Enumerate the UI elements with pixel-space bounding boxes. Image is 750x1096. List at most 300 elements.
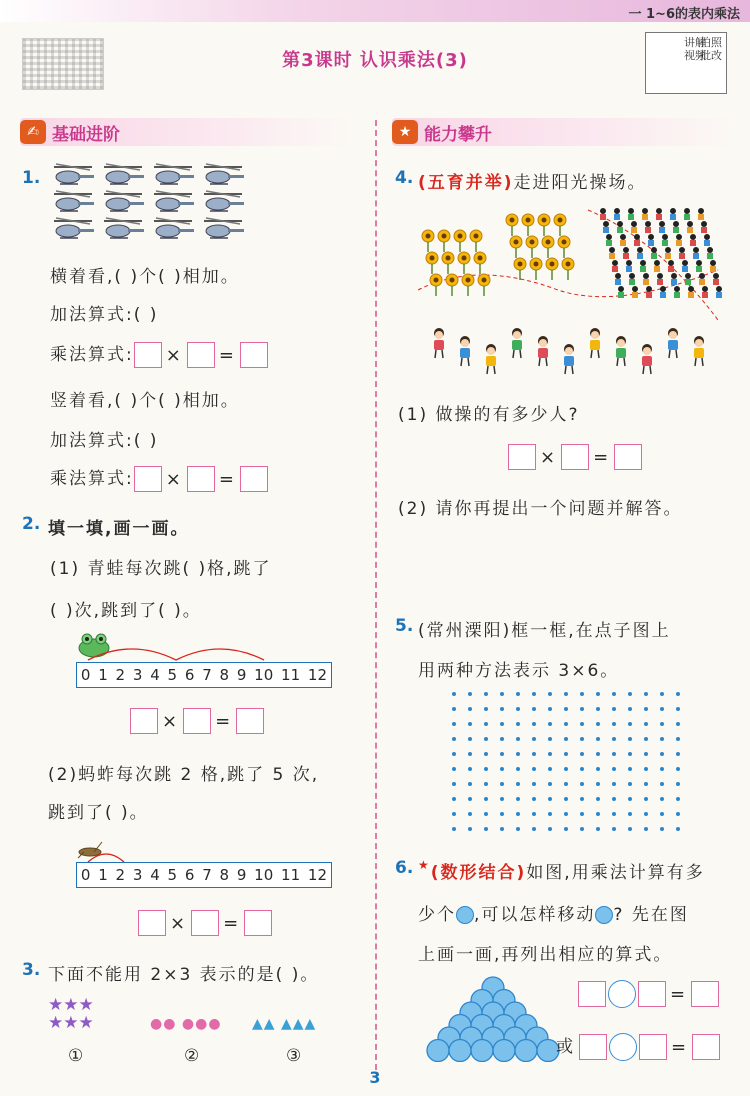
option3-triangles: ▲▲ ▲▲▲	[252, 1016, 317, 1032]
grid-dot	[644, 737, 648, 741]
answer-box[interactable]	[236, 708, 264, 734]
grid-dot	[484, 707, 488, 711]
grid-dot	[612, 752, 616, 756]
grid-dot	[484, 812, 488, 816]
pyramid-circle[interactable]	[427, 1040, 449, 1062]
person-icon	[687, 221, 693, 233]
answer-box[interactable]	[183, 708, 211, 734]
sunflower-icon	[474, 252, 486, 274]
helicopter-icon	[104, 218, 144, 238]
grid-dot	[676, 767, 680, 771]
person-icon	[656, 208, 662, 220]
grid-dot	[516, 812, 520, 816]
tick-label: 3	[132, 866, 143, 884]
answer-box[interactable]	[187, 466, 215, 492]
grid-dot	[516, 722, 520, 726]
grid-dot	[580, 752, 584, 756]
person-icon	[704, 234, 710, 246]
grid-dot	[628, 752, 632, 756]
grid-dot	[580, 737, 584, 741]
grid-dot	[484, 827, 488, 831]
sunflower-icon	[546, 258, 558, 280]
grid-dot	[628, 797, 632, 801]
operator-circle[interactable]	[608, 980, 636, 1008]
person-icon	[685, 273, 691, 285]
answer-box[interactable]	[561, 444, 589, 470]
answer-box[interactable]	[638, 981, 666, 1007]
q6-line2	[418, 900, 689, 925]
tick-label: 0	[80, 666, 91, 684]
answer-box[interactable]	[692, 1034, 720, 1060]
helicopter-grid	[48, 160, 258, 244]
answer-box[interactable]	[138, 910, 166, 936]
answer-box[interactable]	[134, 342, 162, 368]
person-icon	[651, 247, 657, 259]
person-icon	[643, 273, 649, 285]
grid-dot	[660, 812, 664, 816]
grid-dot	[612, 737, 616, 741]
playground-illustration	[418, 200, 728, 380]
helicopter-icon	[104, 164, 144, 184]
grid-dot	[516, 797, 520, 801]
person-icon	[684, 208, 690, 220]
q6-line3: 上画一画,再列出相应的算式。	[418, 945, 673, 965]
grid-dot	[564, 782, 568, 786]
grid-dot	[644, 797, 648, 801]
grid-dot	[644, 722, 648, 726]
q1-mult-label-2: 乘法算式:	[50, 469, 134, 489]
grid-dot	[596, 797, 600, 801]
q5-tag: (常州溧阳)	[418, 621, 512, 641]
q1-line2: 加法算式:( )	[50, 305, 159, 325]
q4-line	[418, 168, 647, 193]
sunflower-icon	[438, 230, 450, 252]
grid-dot	[628, 812, 632, 816]
equals-sign: =	[218, 468, 236, 490]
child-icon	[668, 328, 678, 358]
child-icon	[486, 344, 496, 374]
answer-box[interactable]	[244, 910, 272, 936]
q2-eq1	[130, 708, 264, 734]
grid-dot	[628, 767, 632, 771]
grid-dot	[548, 782, 552, 786]
grid-dot	[452, 722, 456, 726]
grid-dot	[564, 692, 568, 696]
grid-dot	[580, 827, 584, 831]
grid-dot	[580, 722, 584, 726]
person-icon	[682, 260, 688, 272]
helicopter-icon	[54, 164, 94, 184]
q2-p2a: (2)蚂蚱每次跳 2 格,跳了 5 次,	[48, 765, 320, 785]
grid-dot	[548, 827, 552, 831]
grid-dot	[516, 782, 520, 786]
person-icon	[693, 247, 699, 259]
grid-dot	[612, 797, 616, 801]
q5-line1	[418, 616, 671, 641]
grid-dot	[612, 782, 616, 786]
review-label-2: 拍照批改	[700, 36, 722, 62]
grid-dot	[532, 707, 536, 711]
times-sign: ×	[165, 468, 183, 490]
person-icon	[623, 247, 629, 259]
helicopter-icon	[204, 218, 244, 238]
option-2-label[interactable]: ②	[184, 1046, 202, 1066]
tick-label: 2	[115, 666, 126, 684]
grid-dot	[468, 797, 472, 801]
pyramid-circle[interactable]	[449, 1040, 471, 1062]
grid-dot	[628, 722, 632, 726]
grid-dot	[596, 722, 600, 726]
q6-text1: 如图,用乘法计算有多	[526, 863, 705, 883]
circle-icon	[595, 906, 613, 924]
grid-dot	[468, 707, 472, 711]
grid-dot	[596, 767, 600, 771]
q4-sub1: (1) 做操的有多少人?	[398, 405, 580, 425]
grid-dot	[596, 827, 600, 831]
grid-dot	[564, 707, 568, 711]
tick-label: 6	[184, 666, 195, 684]
sunflower-icon	[478, 274, 490, 296]
pyramid-circle[interactable]	[471, 1040, 493, 1062]
q6-eq1	[578, 980, 719, 1008]
chapter-label: 一 1~6的表内乘法	[628, 7, 740, 22]
tick-label: 8	[219, 666, 230, 684]
grid-dot	[484, 722, 488, 726]
grid-dot	[676, 827, 680, 831]
or-label: 或	[556, 1037, 575, 1057]
person-icon	[620, 234, 626, 246]
grid-dot	[612, 767, 616, 771]
grid-dot	[564, 812, 568, 816]
person-icon	[673, 221, 679, 233]
grid-dot	[500, 797, 504, 801]
star-icon: ★	[418, 858, 431, 872]
q5-line2: 用两种方法表示 3×6。	[418, 661, 620, 681]
grid-dot	[660, 737, 664, 741]
tick-label: 4	[150, 666, 160, 684]
grid-dot	[612, 692, 616, 696]
sunflower-icon	[458, 252, 470, 274]
q2-title: 填一填,画一画。	[48, 519, 190, 539]
person-icon	[637, 247, 643, 259]
number-line-2	[76, 862, 332, 888]
section-basic-title: 基础进阶	[52, 124, 120, 145]
grid-dot	[676, 692, 680, 696]
tick-label: 12	[307, 666, 328, 684]
grid-dot	[484, 767, 488, 771]
answer-box[interactable]	[187, 342, 215, 368]
q6-eq2	[556, 1032, 720, 1061]
grid-dot	[564, 722, 568, 726]
times-sign: ×	[165, 344, 183, 366]
grid-dot	[468, 812, 472, 816]
answer-box[interactable]	[191, 910, 219, 936]
grid-dot	[484, 797, 488, 801]
sunflower-icon	[514, 258, 526, 280]
sunflower-icon	[526, 236, 538, 258]
tick-label: 5	[167, 866, 178, 884]
helicopter-icon	[204, 191, 244, 211]
grid-dot	[452, 812, 456, 816]
q1-mult-label: 乘法算式:	[50, 345, 134, 365]
tick-label: 7	[202, 666, 212, 684]
q4-number: 4.	[395, 168, 414, 188]
person-icon	[648, 234, 654, 246]
q5-text1: 框一框,在点子图上	[511, 621, 671, 641]
lesson-title: 第3课时 认识乘法(3)	[282, 50, 468, 71]
grid-dot	[596, 812, 600, 816]
person-icon	[688, 286, 694, 298]
sunflower-icon	[430, 274, 442, 296]
q4-sub2: (2) 请你再提出一个问题并解答。	[398, 499, 683, 519]
person-icon	[662, 234, 668, 246]
grid-dot	[644, 752, 648, 756]
grid-dot	[644, 812, 648, 816]
child-icon	[616, 336, 626, 366]
q1-number: 1.	[22, 168, 41, 188]
q2-eq2	[138, 910, 272, 936]
sunflower-icon	[506, 214, 518, 236]
grid-dot	[548, 692, 552, 696]
grid-dot	[532, 797, 536, 801]
q1-line4: 竖着看,( )个( )相加。	[50, 391, 240, 411]
grid-dot	[628, 827, 632, 831]
child-icon	[538, 336, 548, 366]
grid-dot	[596, 752, 600, 756]
tick-label: 0	[80, 866, 91, 884]
q5-number: 5.	[395, 616, 414, 636]
child-icon	[642, 344, 652, 374]
child-icon	[512, 328, 522, 358]
person-icon	[676, 234, 682, 246]
sunflower-icon	[470, 230, 482, 252]
option1-stars: ★★★ ★★★	[48, 995, 94, 1033]
grid-dot	[580, 797, 584, 801]
sunflower-icon	[426, 252, 438, 274]
person-icon	[634, 234, 640, 246]
grid-dot	[452, 752, 456, 756]
q3-text: 下面不能用 2×3 表示的是( )。	[48, 965, 320, 985]
person-icon	[628, 208, 634, 220]
person-icon	[668, 260, 674, 272]
tick-label: 5	[167, 666, 178, 684]
grid-dot	[500, 827, 504, 831]
grid-dot	[612, 812, 616, 816]
person-icon	[660, 286, 666, 298]
q1-line1: 横着看,( )个( )相加。	[50, 267, 240, 287]
grid-dot	[660, 767, 664, 771]
times-sign: ×	[170, 912, 188, 934]
grid-dot	[596, 737, 600, 741]
grid-dot	[548, 737, 552, 741]
person-icon	[626, 260, 632, 272]
grid-dot	[564, 827, 568, 831]
equals-sign: =	[593, 446, 611, 468]
q3-number: 3.	[22, 960, 41, 980]
grid-dot	[564, 767, 568, 771]
grid-dot	[612, 707, 616, 711]
grid-dot	[452, 707, 456, 711]
helicopter-array	[54, 164, 244, 238]
answer-box[interactable]	[508, 444, 536, 470]
helicopter-icon	[154, 191, 194, 211]
q6-line1	[418, 858, 705, 883]
operator-circle[interactable]	[609, 1033, 637, 1061]
q6-tag: (数形结合)	[430, 863, 527, 883]
grid-dot	[676, 797, 680, 801]
option-1-label[interactable]: ①	[68, 1046, 86, 1066]
q6-text2a: 少个	[418, 905, 456, 925]
grid-dot	[500, 737, 504, 741]
circle-pyramid-dots	[427, 977, 559, 1062]
grid-dot	[484, 692, 488, 696]
grid-dot	[500, 782, 504, 786]
helicopter-icon	[204, 164, 244, 184]
grid-dot	[532, 722, 536, 726]
grid-dot	[548, 707, 552, 711]
person-icon	[699, 273, 705, 285]
tick-label: 11	[281, 866, 301, 884]
sunflower-icon	[510, 236, 522, 258]
q4-text: 走进阳光操场。	[513, 173, 647, 193]
grid-dot	[452, 737, 456, 741]
sunflower-icon	[462, 274, 474, 296]
grid-dot	[612, 827, 616, 831]
grid-dot	[484, 752, 488, 756]
tick-label: 10	[254, 666, 274, 684]
grid-dot	[676, 707, 680, 711]
person-icon	[614, 208, 620, 220]
person-icon	[659, 221, 665, 233]
person-icon	[670, 208, 676, 220]
person-icon	[665, 247, 671, 259]
person-icon	[710, 260, 716, 272]
person-icon	[713, 273, 719, 285]
q2-p2b: 跳到了( )。	[48, 803, 149, 823]
q1-line5: 加法算式:( )	[50, 431, 159, 451]
grid-dot	[452, 797, 456, 801]
answer-box[interactable]	[578, 981, 606, 1007]
grid-dot	[644, 692, 648, 696]
grid-dot	[468, 692, 472, 696]
grid-dot	[532, 692, 536, 696]
tick-label: 8	[219, 866, 230, 884]
answer-box[interactable]	[579, 1034, 607, 1060]
person-icon	[618, 286, 624, 298]
grid-dot	[452, 827, 456, 831]
answer-box[interactable]	[614, 444, 642, 470]
child-icon	[694, 336, 704, 366]
grid-dot	[468, 752, 472, 756]
circle-pyramid[interactable]	[418, 976, 568, 1062]
person-icon	[671, 273, 677, 285]
grid-dot	[580, 782, 584, 786]
column-divider	[375, 120, 377, 1070]
grid-dot	[500, 692, 504, 696]
grid-dot	[660, 692, 664, 696]
grid-dot	[580, 707, 584, 711]
answer-box[interactable]	[691, 981, 719, 1007]
grid-dot	[468, 722, 472, 726]
q1-line3	[50, 340, 268, 368]
tick-label: 3	[132, 666, 143, 684]
answer-box[interactable]	[134, 466, 162, 492]
person-icon	[696, 260, 702, 272]
grid-dot	[468, 767, 472, 771]
child-icon	[434, 328, 444, 358]
grid-dot	[644, 827, 648, 831]
sunflower-icon	[542, 236, 554, 258]
person-icon	[707, 247, 713, 259]
page-number: 3	[369, 1068, 381, 1087]
answer-box[interactable]	[130, 708, 158, 734]
helicopter-icon	[54, 191, 94, 211]
grid-dot	[548, 812, 552, 816]
person-icon	[701, 221, 707, 233]
person-icon	[702, 286, 708, 298]
frog-jump-arcs	[80, 640, 300, 662]
sunflower-icon	[538, 214, 550, 236]
grid-dot	[452, 782, 456, 786]
grid-dot	[564, 737, 568, 741]
helicopter-icon	[154, 164, 194, 184]
person-icon	[679, 247, 685, 259]
grid-dot	[532, 737, 536, 741]
grid-dot	[548, 722, 552, 726]
q6-text2b: ,可以怎样移动	[474, 905, 596, 925]
option-3-label[interactable]: ③	[286, 1046, 304, 1066]
person-icon	[600, 208, 606, 220]
grid-dot	[452, 767, 456, 771]
helicopter-icon	[154, 218, 194, 238]
pyramid-circle[interactable]	[515, 1040, 537, 1062]
review-label-1: 讲解视频	[684, 36, 706, 62]
dot-grid[interactable]	[448, 688, 698, 838]
grid-dot	[660, 707, 664, 711]
grid-dot	[468, 737, 472, 741]
runner-icon: ✍	[20, 120, 46, 144]
grid-dot	[548, 797, 552, 801]
number-line-1	[76, 662, 332, 688]
tick-label: 7	[202, 866, 212, 884]
tick-label: 9	[236, 666, 247, 684]
grid-dot	[564, 797, 568, 801]
sunflower-icon	[554, 214, 566, 236]
answer-box[interactable]	[639, 1034, 667, 1060]
section-advanced-title: 能力攀升	[424, 124, 492, 145]
person-icon	[603, 221, 609, 233]
equals-sign: =	[223, 912, 241, 934]
grid-dot	[676, 752, 680, 756]
grid-dot	[644, 782, 648, 786]
grid-dot	[596, 707, 600, 711]
answer-box[interactable]	[240, 342, 268, 368]
pyramid-circle[interactable]	[493, 1040, 515, 1062]
person-icon	[657, 273, 663, 285]
person-icon	[716, 286, 722, 298]
grid-dot	[660, 752, 664, 756]
tick-label: 10	[254, 866, 274, 884]
sunflower-icon	[558, 236, 570, 258]
sunflower-icon	[446, 274, 458, 296]
grid-dot	[628, 737, 632, 741]
answer-box[interactable]	[240, 466, 268, 492]
grid-dot	[516, 752, 520, 756]
grid-dot	[500, 812, 504, 816]
times-sign: ×	[540, 446, 558, 468]
grid-dot	[580, 692, 584, 696]
tick-label: 6	[184, 866, 195, 884]
